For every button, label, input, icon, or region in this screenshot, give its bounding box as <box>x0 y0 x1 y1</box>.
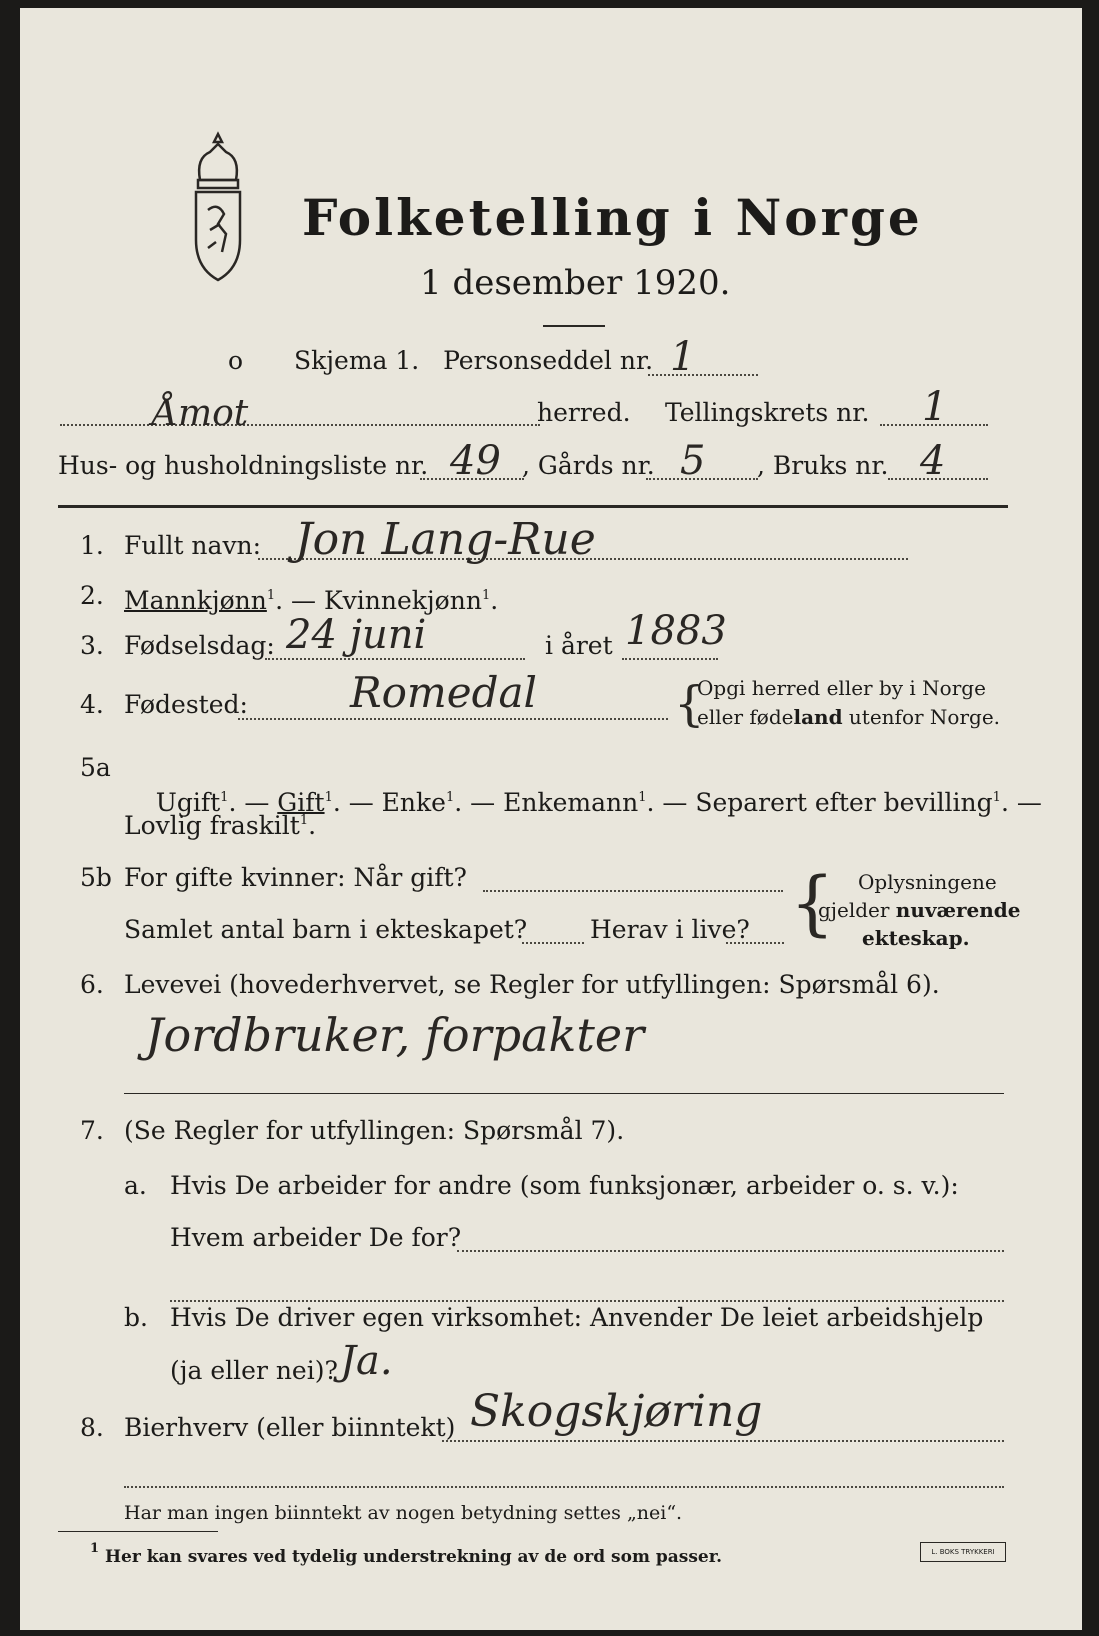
q4-note-line2 <box>697 705 1000 729</box>
q7b-text: Hvis De driver egen virksomhet: Anvender De leiet arbeidshjelp <box>170 1303 984 1332</box>
q7-number: 7. <box>80 1116 104 1145</box>
q5a-dash1: . — <box>228 788 278 817</box>
footnote-num: 1 <box>90 1541 100 1556</box>
q8-number: 8. <box>80 1413 104 1442</box>
q5a-sup3: 1 <box>445 790 455 805</box>
hus-label: Hus- og husholdningsliste nr. <box>58 451 429 480</box>
printer-stamp <box>920 1542 1006 1562</box>
q4-number: 4. <box>80 690 104 719</box>
q5b-number: 5b <box>80 863 112 892</box>
q5a-end: . <box>308 811 317 840</box>
q3-year: 1883 <box>625 608 727 654</box>
q3-label: Fødselsdag: <box>124 631 275 660</box>
q5a-line2 <box>124 806 316 841</box>
q5b-note1: Oplysningene <box>858 870 997 894</box>
q8-value: Skogskjøring <box>470 1386 763 1437</box>
q6-number: 6. <box>80 970 104 999</box>
q5a-dash2: . — Enke <box>332 788 446 817</box>
q2-sup1: 1 <box>266 588 276 603</box>
q7a-question: Hvem arbeider De for? <box>170 1223 462 1252</box>
q4-label: Fødested: <box>124 690 248 719</box>
q5a-ugift: Ugift <box>155 788 221 817</box>
q5b-line1 <box>483 890 783 892</box>
bruks-label: , Bruks nr. <box>757 451 889 480</box>
q2-mann-option: Mannkjønn <box>124 586 267 615</box>
q3-number: 3. <box>80 631 104 660</box>
mark-o: o <box>228 346 244 375</box>
printer-label: L. BOKS TRYKKERI <box>931 1548 995 1556</box>
q3-year-label: i året <box>545 631 613 660</box>
skjema-label: Skjema 1. Personseddel nr. <box>294 346 654 375</box>
q7-label: (Se Regler for utfyllingen: Spørsmål 7). <box>124 1116 625 1145</box>
q8-line2 <box>124 1486 1004 1488</box>
form-date: 1 desember 1920. <box>420 263 731 303</box>
herred-value: Åmot <box>152 393 249 434</box>
q6-label: Levevei (hovederhvervet, se Regler for utfyllingen: Spørsmål 6). <box>124 970 940 999</box>
q1-value: Jon Lang-Rue <box>295 514 596 565</box>
q5b-line2 <box>522 942 584 944</box>
tellingskrets-nr: 1 <box>922 384 948 430</box>
q6-line <box>124 1093 1004 1094</box>
q4-note-line1: Opgi herred eller by i Norge <box>697 676 986 700</box>
q5a-number: 5a <box>80 753 111 782</box>
title-divider <box>543 325 605 327</box>
q2-sep: . — Kvinnekjønn <box>275 586 482 615</box>
q7b-question: (ja eller nei)? <box>170 1356 338 1385</box>
gards-label: , Gårds nr. <box>522 451 655 480</box>
q5a-dash4: . — Separert efter bevilling <box>646 788 993 817</box>
q1-label: Fullt navn: <box>124 531 262 560</box>
census-form <box>20 8 1082 1630</box>
footnote-a: Her kan svares ved <box>104 1547 293 1567</box>
q5a-dash5: . — <box>1000 788 1042 817</box>
gards-nr: 5 <box>680 438 706 484</box>
q2-end: . <box>490 586 499 615</box>
personseddel-nr: 1 <box>670 334 696 380</box>
q5b-note2 <box>818 898 1021 922</box>
q8-line <box>442 1440 1004 1442</box>
header-rule <box>58 505 1008 508</box>
q5b-brace: { <box>790 862 835 944</box>
q2-number: 2. <box>80 581 104 610</box>
q5a-sup1: 1 <box>220 790 229 805</box>
bruks-nr: 4 <box>920 438 946 484</box>
coat-of-arms-icon <box>178 130 258 290</box>
q5a-fraskilt: Lovlig fraskilt <box>124 811 300 840</box>
q5a-sup6: 1 <box>299 813 309 828</box>
tellingskrets-label: Tellingskrets nr. <box>665 398 870 427</box>
herred-line <box>60 424 540 426</box>
q7b-value: Ja. <box>340 1338 393 1384</box>
q5b-note-2a: gjelder <box>818 898 896 922</box>
q7a-line2 <box>170 1300 1004 1302</box>
footnote-rule <box>58 1531 218 1532</box>
q1-number: 1. <box>80 531 104 560</box>
q2-options <box>124 581 498 616</box>
q3-year-line <box>622 658 718 660</box>
q8-label: Bierhverv (eller biinntekt) <box>124 1413 456 1442</box>
q5a-sup4: 1 <box>638 790 647 805</box>
q7a-text: Hvis De arbeider for andre (som funksjonær, arbeider o. s. v.): <box>170 1171 959 1200</box>
personseddel-line <box>648 374 758 376</box>
q4-line <box>238 718 668 720</box>
q3-line <box>265 658 525 660</box>
q6-value: Jordbruker, forpakter <box>145 1008 645 1062</box>
q5a-sup5: 1 <box>992 790 1001 805</box>
q4-brace: { <box>674 676 705 732</box>
q4-note-2c: utenfor Norge. <box>842 705 1001 729</box>
form-title: Folketelling i Norge <box>302 188 923 247</box>
q5a-dash3: . — Enkemann <box>454 788 639 817</box>
q5b-label3: Herav i live? <box>590 915 750 944</box>
q7a-line1 <box>457 1250 1004 1252</box>
q4-value: Romedal <box>350 668 537 717</box>
q3-value: 24 juni <box>286 612 427 658</box>
q2-sup2: 1 <box>481 588 491 603</box>
q5b-label1: For gifte kvinner: Når gift? <box>124 863 467 892</box>
q7b-letter: b. <box>124 1303 148 1332</box>
q5b-label2: Samlet antal barn i ekteskapet? <box>124 915 528 944</box>
q5b-note3: ekteskap. <box>862 926 970 950</box>
q5a-sup2: 1 <box>324 790 333 805</box>
q5b-line3 <box>726 942 784 944</box>
footnote-b: tydelig understrekning av de ord som passer. <box>292 1547 723 1567</box>
footnote <box>90 1538 722 1568</box>
footer-note: Har man ingen biinntekt av nogen betydning settes „nei“. <box>124 1502 683 1524</box>
q7a-letter: a. <box>124 1171 147 1200</box>
q4-note-2b: land <box>793 705 843 729</box>
herred-label: herred. <box>537 398 631 427</box>
q4-note-2a: eller føde <box>697 705 794 729</box>
hus-nr: 49 <box>450 438 501 484</box>
q5a-gift: Gift <box>277 788 325 817</box>
q5b-note-2b: nuværende <box>895 898 1021 922</box>
